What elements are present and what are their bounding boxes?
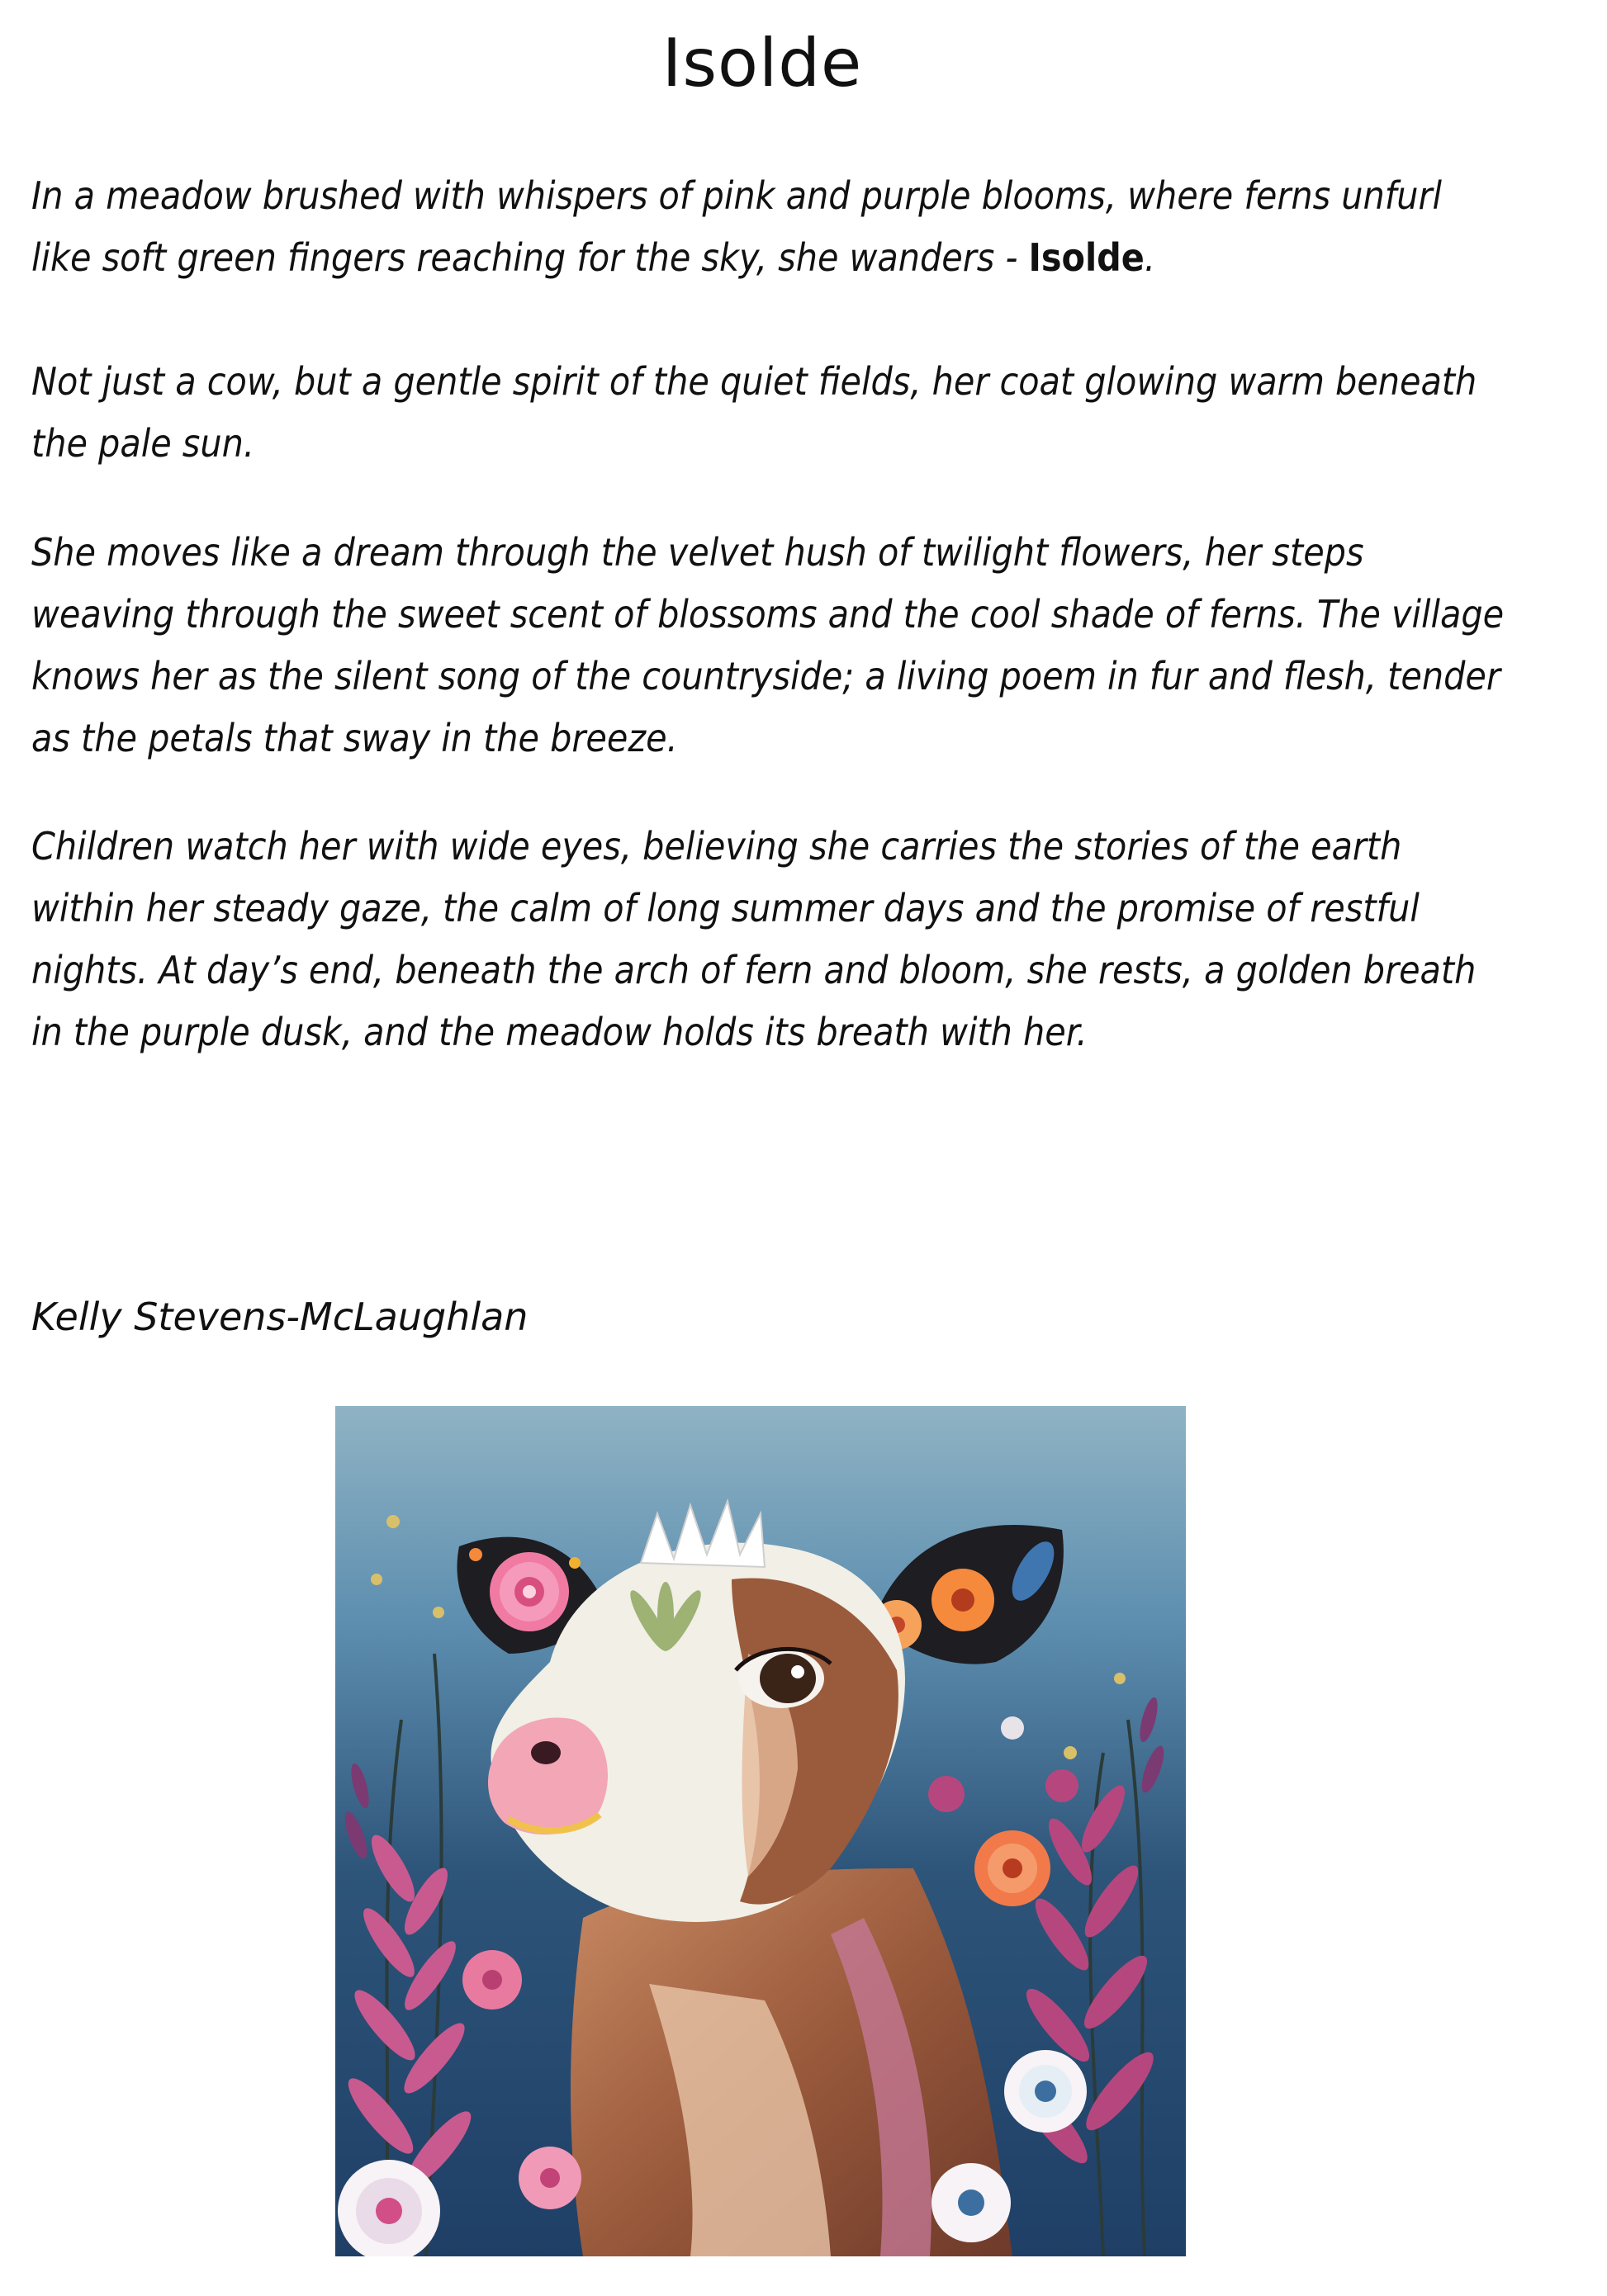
flower-white-bottom-right xyxy=(931,2163,1011,2242)
paragraph-1 xyxy=(31,165,1510,289)
flower-pink-left xyxy=(462,1950,522,2010)
flower-orange-right xyxy=(974,1830,1050,1906)
flower-pink-bottom-left xyxy=(519,2147,581,2209)
page-title: Isolde xyxy=(661,25,863,102)
paragraph-1-bold-name: Isolde xyxy=(1028,235,1145,280)
paragraph-3: She moves like a dream through the velvet hush of twilight flowers, her steps weaving through the sweet scent of blossoms and the cool shade of ferns. The village knows her as the silent song of the countryside; a living poem in fur and flesh, tender as the petals that sway in the breeze. xyxy=(31,530,1505,760)
left-ear-flower xyxy=(490,1552,569,1631)
paragraph-2: Not just a cow, but a gentle spirit of the quiet fields, her coat glowing warm beneath the pale sun. xyxy=(31,359,1477,466)
right-ear-flower-1 xyxy=(931,1569,994,1631)
flower-white-right xyxy=(1004,2050,1087,2133)
paragraph-4: Children watch her with wide eyes, believing she carries the stories of the earth within her steady gaze, the calm of long summer days and the promise of restful nights. At day’s end, beneath the arch of fern and bloom, she rests, a golden breath in the purple dusk, and the meadow holds its breath with her. xyxy=(31,824,1477,1054)
paragraph-1-text: In a meadow brushed with whispers of pink and purple blooms, where ferns unfurl like soft green fingers reaching for the sky, she wanders - xyxy=(31,173,1443,280)
cow-painting xyxy=(335,1406,1186,2256)
paragraph-1-end: . xyxy=(1144,235,1156,280)
author-signature: Kelly Stevens-McLaughlan xyxy=(31,1295,529,1339)
